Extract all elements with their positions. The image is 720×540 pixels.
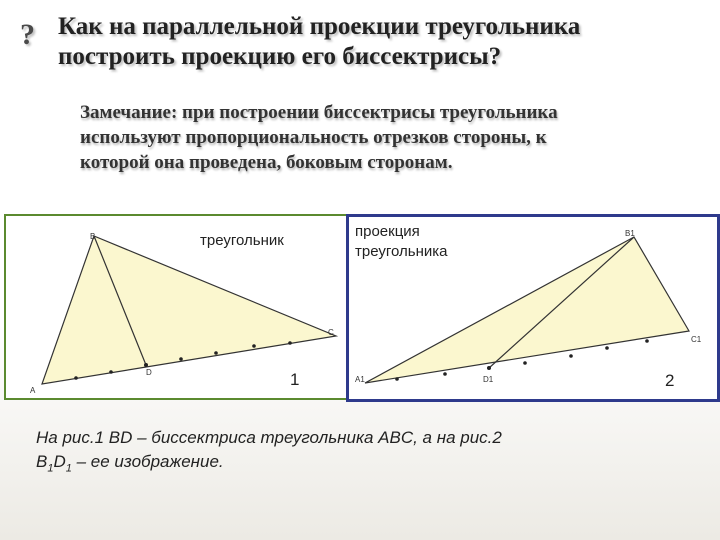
remark-line-2: используют пропорциональность отрезков стороны, к bbox=[80, 127, 547, 148]
title-line-1: Как на параллельной проекции треугольника bbox=[58, 13, 581, 40]
figure2-number: 2 bbox=[665, 371, 675, 390]
point-label-b: B bbox=[90, 232, 96, 241]
footer-sub-1: 1 bbox=[47, 462, 54, 475]
remark-line-1: Замечание: при построении биссектрисы треугольника bbox=[80, 102, 558, 123]
point-label-a1: A1 bbox=[355, 375, 365, 384]
footer-line-1: На рис.1 BD – биссектриса треугольника ABC, а на рис.2 bbox=[36, 428, 502, 447]
figure1-number: 1 bbox=[290, 370, 300, 389]
question-mark-icon: ? bbox=[20, 18, 35, 51]
figure-triangle-panel bbox=[4, 214, 348, 400]
remark-text bbox=[80, 100, 700, 175]
figure2-caption-line-1: проекция bbox=[355, 223, 420, 240]
figure1-caption: треугольник bbox=[200, 232, 284, 249]
point-label-c1: C1 bbox=[691, 335, 702, 344]
footer-rest: – ее изображение. bbox=[71, 452, 224, 471]
footer-line-2 bbox=[36, 450, 656, 480]
page-title bbox=[58, 12, 698, 72]
title-line-2: построить проекцию его биссектрисы? bbox=[58, 43, 502, 70]
footer-sub-2: 1 bbox=[65, 462, 72, 475]
point-label-d1: D1 bbox=[483, 375, 494, 384]
footer-d: D bbox=[53, 452, 66, 471]
triangle-abc bbox=[42, 236, 336, 384]
footer-b: B bbox=[36, 452, 48, 471]
point-label-c: C bbox=[328, 328, 334, 337]
point-label-b1: B1 bbox=[625, 229, 635, 238]
point-label-a: A bbox=[30, 386, 36, 395]
point-label-d: D bbox=[146, 368, 152, 377]
figure2-caption-line-2: треугольника bbox=[355, 243, 448, 260]
footer-caption bbox=[36, 426, 656, 480]
figure-projection-panel bbox=[346, 214, 720, 402]
remark-line-3: которой она проведена, боковым сторонам. bbox=[80, 152, 453, 173]
